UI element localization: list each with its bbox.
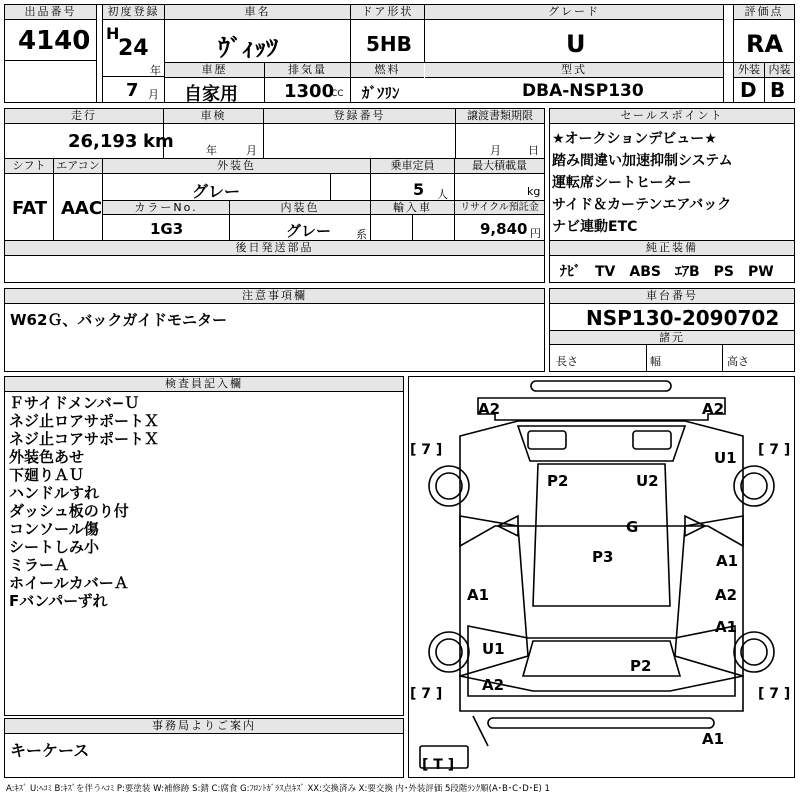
- wheel-rear-left-outline: [429, 632, 469, 672]
- sales-points-list: [552, 128, 792, 238]
- reg-no-label: 登録番号: [264, 109, 455, 124]
- displacement-unit: CC: [331, 89, 344, 99]
- inspection-label: 車検: [164, 109, 263, 124]
- transfer-label: 譲渡書類期限: [456, 109, 544, 124]
- damage-mark: A2: [482, 676, 505, 694]
- mileage-label: 走行: [5, 109, 163, 124]
- inspector-line: シートしみ小: [9, 538, 100, 556]
- door-label: ドア形状: [351, 5, 424, 20]
- first-reg-month: 7: [126, 80, 139, 101]
- damage-mark: G: [626, 518, 639, 536]
- int-color: グレー: [286, 222, 332, 240]
- month-unit: 月: [148, 88, 159, 101]
- history-label: 車歴: [165, 63, 264, 78]
- chassis-label: 車台番号: [550, 289, 794, 304]
- tire-tread: [ 7 ]: [410, 686, 443, 702]
- inspector-line: ダッシュ板のり付: [9, 502, 129, 520]
- equipment: ﾅﾋﾞ TV ABS ｴｱB PS PW: [560, 264, 774, 280]
- int-color-label: 内装色: [230, 201, 370, 215]
- sales-point: サイド＆カーテンエアバック: [552, 197, 732, 213]
- front-body-outline: [460, 421, 743, 546]
- chassis-number: NSP130-2090702: [586, 306, 780, 330]
- damage-mark: A1: [715, 618, 738, 636]
- inspector-line: Ｆサイドメンバ−Ｕ: [9, 394, 140, 412]
- wheel-front-left-outline: [429, 466, 469, 506]
- damage-mark: A2: [702, 400, 725, 418]
- damage-mark: A2: [478, 400, 501, 418]
- length-label: 長さ: [556, 355, 578, 368]
- grade-label: グレード: [425, 5, 723, 20]
- office-note: キーケース: [10, 741, 90, 760]
- damage-mark: P2: [547, 472, 569, 490]
- tire-tread: [ 7 ]: [758, 442, 791, 458]
- score: RA: [746, 30, 784, 58]
- inspector-line: ミラーＡ: [9, 556, 70, 574]
- wheel-rear-right-outline: [734, 632, 774, 672]
- color-no-label: カラーNo.: [103, 201, 229, 215]
- damage-mark: A1: [467, 586, 490, 604]
- mileage-unit: km: [143, 131, 174, 152]
- exterior-label: 外装: [734, 63, 764, 78]
- sales-point: ナビ連動ETC: [552, 219, 638, 235]
- sales-points-label: セールスポイント: [550, 109, 794, 124]
- front-panel-outline: [478, 398, 725, 420]
- history: 自家用: [184, 84, 238, 105]
- damage-mark: P2: [630, 657, 652, 675]
- wheel-front-right-outline: [734, 466, 774, 506]
- inspector-line: 外装色あせ: [9, 448, 85, 466]
- year-unit: 年: [150, 64, 161, 77]
- grade: U: [566, 30, 586, 58]
- car-diagram: [408, 376, 795, 778]
- dims-label: 諸元: [550, 331, 794, 345]
- ext-color: グレー: [192, 182, 241, 201]
- shift: FAT: [12, 198, 48, 219]
- capacity: 5: [413, 180, 425, 199]
- inspector-line: ホイールカバーＡ: [9, 574, 129, 592]
- damage-mark: A2: [715, 586, 738, 604]
- inspection-month-unit: 月: [246, 144, 257, 157]
- capacity-unit: 人: [437, 188, 448, 201]
- inspector-line: 下廻りＡＵ: [9, 466, 85, 484]
- inspector-label: 検査員記入欄: [5, 377, 403, 392]
- damage-mark: P3: [592, 548, 614, 566]
- damage-mark: U1: [714, 449, 737, 467]
- damage-mark: A1: [702, 730, 725, 748]
- first-reg-year: 24: [118, 36, 149, 61]
- first-reg-label: 初度登録: [103, 5, 164, 20]
- sales-point: 踏み間違い加速抑制システム: [552, 153, 733, 169]
- mileage: 26,193: [68, 131, 138, 152]
- door-type: 5HB: [366, 32, 412, 56]
- inspector-line: コンソール傷: [9, 520, 99, 538]
- recycle-fee: 9,840: [480, 220, 528, 238]
- sales-point: ★オークションデビュー★: [552, 131, 717, 147]
- max-load-label: 最大積載量: [455, 159, 544, 174]
- era: H: [106, 24, 120, 43]
- ac: AAC: [61, 198, 103, 219]
- int-color-unit: 系: [356, 228, 367, 241]
- ext-color-label: 外装色: [103, 159, 370, 174]
- model-label: 型式: [425, 63, 723, 78]
- inspection-year-unit: 年: [206, 144, 217, 157]
- later-parts-label: 後日発送部品: [5, 241, 544, 256]
- inspector-line: Fバンパーずれ: [9, 592, 108, 610]
- office-label: 事務局よりご案内: [5, 719, 403, 734]
- max-load-unit: kg: [527, 185, 541, 198]
- capacity-label: 乗車定員: [371, 159, 454, 174]
- interior-score: B: [770, 78, 786, 102]
- sales-point: 運転席シートヒーター: [552, 175, 692, 191]
- transfer-month-unit: 月: [490, 144, 501, 157]
- inspector-line: ネジ止コアサポートＸ: [9, 430, 160, 448]
- inspector-list: [9, 394, 399, 610]
- lot-label: 出品番号: [5, 5, 96, 20]
- notes: W62Ｇ、バックガイドモニター: [10, 311, 227, 329]
- recycle-label: リサイクル預託金: [455, 201, 544, 215]
- shift-label: シフト: [5, 159, 53, 174]
- model-code: DBA-NSP130: [522, 81, 644, 101]
- car-name: ｳﾞｨｯﾂ: [218, 34, 278, 62]
- inspector-line: ハンドルすれ: [9, 484, 100, 502]
- import-label: 輸入車: [371, 201, 454, 215]
- height-label: 高さ: [727, 355, 749, 368]
- displacement: 1300: [284, 81, 335, 102]
- equipment-label: 純正装備: [550, 241, 794, 256]
- damage-mark: A1: [716, 552, 739, 570]
- damage-mark: U1: [482, 640, 505, 658]
- recycle-unit: 円: [530, 227, 541, 240]
- tire-tread: [ 7 ]: [758, 686, 791, 702]
- tire-tread: [ 7 ]: [410, 442, 443, 458]
- fuel: ｶﾞｿﾘﾝ: [362, 84, 400, 102]
- car-name-label: 車名: [165, 5, 350, 20]
- transfer-day-unit: 日: [528, 144, 539, 157]
- front-bumper-outline: [531, 381, 671, 391]
- rear-bumper-outline: [488, 718, 714, 728]
- damage-mark: U2: [636, 472, 659, 490]
- ac-label: エアコン: [54, 159, 102, 174]
- lot-number: 4140: [18, 26, 91, 56]
- width-label: 幅: [650, 355, 661, 368]
- rear-window-outline: [523, 641, 680, 676]
- notes-label: 注意事項欄: [5, 289, 544, 304]
- legend: A:ｷｽﾞ U:ﾍｺﾐ B:ｷｽﾞを伴うﾍｺﾐ P:要塗装 W:補修跡 S:錆 C:腐食 G:ﾌﾛﾝﾄｶﾞﾗｽ点ｷｽﾞ XX:交換済み X:要交換 内･外装評価 5段階ﾗﾝｸ順(A･B･C･D･E) 1: [6, 784, 550, 794]
- displacement-label: 排気量: [265, 63, 350, 78]
- interior-label: 内装: [765, 63, 794, 78]
- inspector-line: ネジ止ロアサポートＸ: [9, 412, 160, 430]
- exterior-score: D: [740, 78, 757, 102]
- fuel-label: 燃料: [351, 63, 424, 78]
- score-label: 評価点: [734, 5, 794, 20]
- color-no: 1G3: [150, 220, 184, 238]
- tire-tread: [ T ]: [422, 757, 455, 773]
